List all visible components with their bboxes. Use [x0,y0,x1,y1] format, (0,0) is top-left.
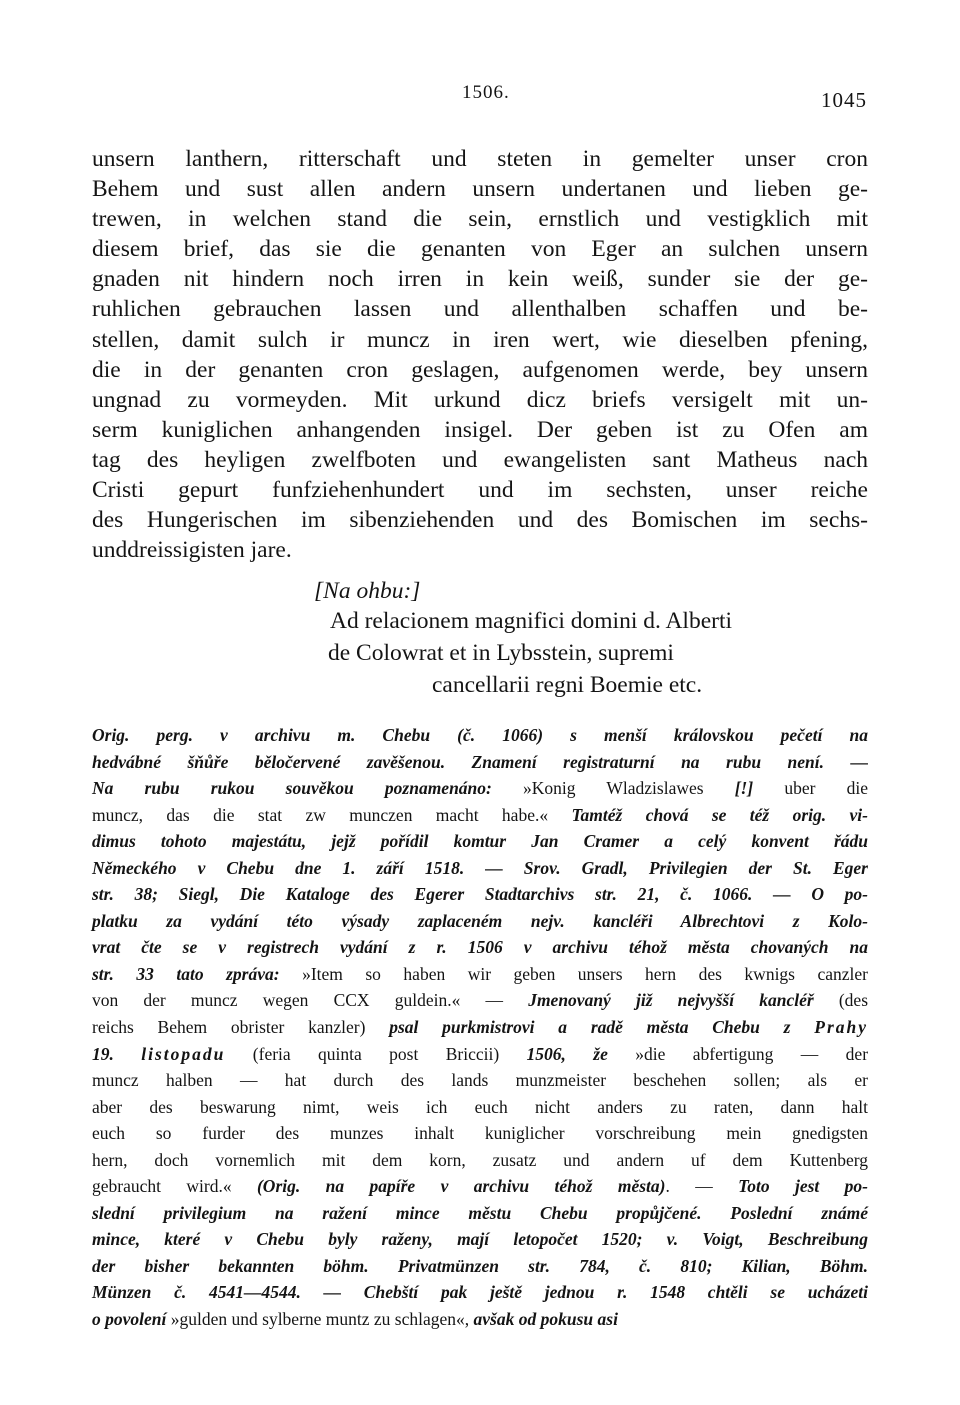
note-line [92,1173,868,1200]
editorial-comment-text: psal purkmistrovi a radě města Chebu z [389,1017,815,1038]
editorial-notes [92,722,868,1333]
editorial-comment-text: 1506, že [526,1043,608,1064]
note-line [92,1279,868,1306]
editorial-comment-text: avšak od pokusu asi [473,1309,618,1330]
quoted-source-text: »Item so haben wir geben unsers hern des kwnigs canzler [302,963,868,984]
editorial-comment-text: o povolení [92,1309,171,1330]
editorial-comment-text: Münzen č. 4541—4544. — Chebští pak ještě jednou r. 1548 chtěli se ucházeti [92,1282,868,1303]
note-line [92,722,868,749]
page-number: 1045 [821,88,867,112]
note-line [92,1014,868,1041]
body-line: ruhlichen gebrauchen lassen und allenthalben schaffen und be- [92,296,868,323]
quoted-source-text: reichs Behem obrister kanzler) [92,1017,390,1038]
note-line [92,1147,868,1174]
running-year: 1506. [462,82,510,103]
body-line: stellen, damit sulch ir muncz in iren wert, wie dieselben pfening, [92,326,868,353]
body-line: Cristi gepurt funfziehenhundert und im sechsten, unser reiche [92,477,868,504]
editorial-comment-text: Na rubu rukou souvěkou poznamenáno: [92,778,524,799]
body-line: tag des heyligen zwelfboten und ewangelisten sant Matheus nach [92,446,868,473]
chancery-note-line: Ad relacionem magnifici domini d. Alberti [330,608,733,634]
body-line: die in der genanten cron geslagen, aufgenomen werde, bey unsern [92,356,868,383]
chancery-note-line: de Colowrat et in Lybsstein, supremi [328,640,674,666]
quoted-source-text: uber die [753,778,869,799]
chancery-note-line: cancellarii regni Boemie etc. [432,672,703,698]
editorial-comment-text: Orig. perg. v archivu m. Chebu (č. 1066) s menší královskou pečetí na [92,725,868,745]
note-line [92,1226,868,1253]
note-line [92,828,868,855]
quoted-source-text: gebraucht wird.« [92,1176,257,1197]
editorial-comment-text: Tamtéž chová se též orig. vi- [571,804,868,825]
note-line [92,908,868,935]
editorial-comment-text: vrat čte se v registrech vydání z r. 1506 v archivu téhož města chovaných na [92,937,868,958]
editorial-comment-text: 19. [92,1043,142,1064]
quoted-source-text: euch so furder des munzes inhalt kuniglicher vorschreibung mein gnedigsten [92,1123,868,1144]
editorial-comment-text: hedvábné šňůře běločervené zavěšenou. Znamení registraturní na rubu není. — [92,751,868,772]
note-line [92,1067,868,1094]
editorial-comment-text: der bisher bekannten böhm. Privatmünzen str. 784, č. 810; Kilian, Böhm. [92,1255,868,1276]
quoted-source-text: »Konig Wladzislawes [523,778,735,799]
chancery-note-heading: [Na ohbu:] [314,578,421,604]
quoted-source-text: »gulden und sylberne muntz zu schlagen«, [170,1309,474,1330]
quoted-source-text: muncz, das die stat zw munczen macht habe.« [92,804,572,825]
editorial-comment-text: Německého v Chebu dne 1. září 1518. — Srov. Gradl, Privilegien der St. Eger [92,857,868,878]
editorial-comment-text: [!] [734,778,754,799]
body-line: ungnad zu vormeyden. Mit urkund dicz briefs versigelt mit un- [92,386,868,413]
quoted-source-text: aber des beswarung nimt, weis ich euch nicht anders zu raten, dann halt [92,1096,868,1117]
note-line [92,749,868,776]
body-line: gnaden nit hindern noch irren in kein weiß, sunder sie der ge- [92,266,868,293]
note-line [92,1253,868,1280]
body-line: unsern lanthern, ritterschaft und steten in gemelter unser cron [92,146,868,172]
quoted-source-text: hern, doch vornemlich mit dem korn, zusatz und andern uf dem Kuttenberg [92,1149,868,1170]
note-line [92,855,868,882]
chancery-note [92,576,868,702]
note-line [92,934,868,961]
note-line [92,1120,868,1147]
note-line [92,1094,868,1121]
note-line [92,802,868,829]
editorial-comment-text: dimus tohoto majestátu, jejž pořídil komtur Jan Cramer a celý konvent řádu [92,831,868,852]
body-line: Behem und sust allen andern unsern undertanen und lieben ge- [92,176,868,203]
editorial-comment-text: Prahy [814,1017,868,1038]
quoted-source-text: . — [665,1176,739,1197]
body-line: unddreissigisten jare. [92,537,292,564]
note-line [92,987,868,1014]
page-header [0,82,960,118]
quoted-source-text: von der muncz wegen CCX guldein.« — [92,990,529,1011]
body-line: diesem brief, das sie die genanten von Eger an sulchen unsern [92,236,868,263]
editorial-comment-text: (Orig. na papíře v archivu téhož města) [256,1176,666,1197]
note-line [92,1306,868,1333]
note-line [92,1041,868,1068]
quoted-source-text: (des [813,990,869,1011]
note-line [92,961,868,988]
editorial-comment-text: slední privilegium na ražení mince městu Chebu propůjčené. Poslední známé [92,1202,868,1223]
body-line: serm kuniglichen anhangenden insigel. Der geben ist zu Ofen am [92,416,868,443]
editorial-comment-text: mince, které v Chebu byly raženy, mají letopočet 1520; v. Voigt, Beschreibung [92,1229,868,1250]
editorial-comment-text: platku za vydání této výsady zaplaceném nejv. kancléři Albrechtovi z Kolo- [92,910,868,931]
quoted-source-text: (feria quinta post Briccii) [225,1043,527,1064]
quoted-source-text: muncz halben — hat durch des lands munzmeister beschehen sollen; als er [92,1070,868,1091]
note-line [92,1200,868,1227]
editorial-comment-text: Toto jest po- [738,1176,869,1197]
note-line [92,881,868,908]
editorial-comment-text: str. 38; Siegl, Die Kataloge des Egerer Stadtarchivs str. 21, č. 1066. — O po- [92,884,868,905]
body-line: trewen, in welchen stand die sein, ernstlich und vestigklich mit [92,206,868,233]
editorial-comment-text: Jmenovaný již nejvyšší kancléř [528,990,814,1011]
document-body [92,144,868,565]
editorial-comment-text: str. 33 tato zpráva: [92,963,303,984]
editorial-comment-text: listopadu [141,1043,226,1064]
note-line [92,775,868,802]
quoted-source-text: »die abfertigung — der [607,1043,869,1064]
body-line: des Hungerischen im sibenziehenden und des Bomischen im sechs- [92,507,868,534]
